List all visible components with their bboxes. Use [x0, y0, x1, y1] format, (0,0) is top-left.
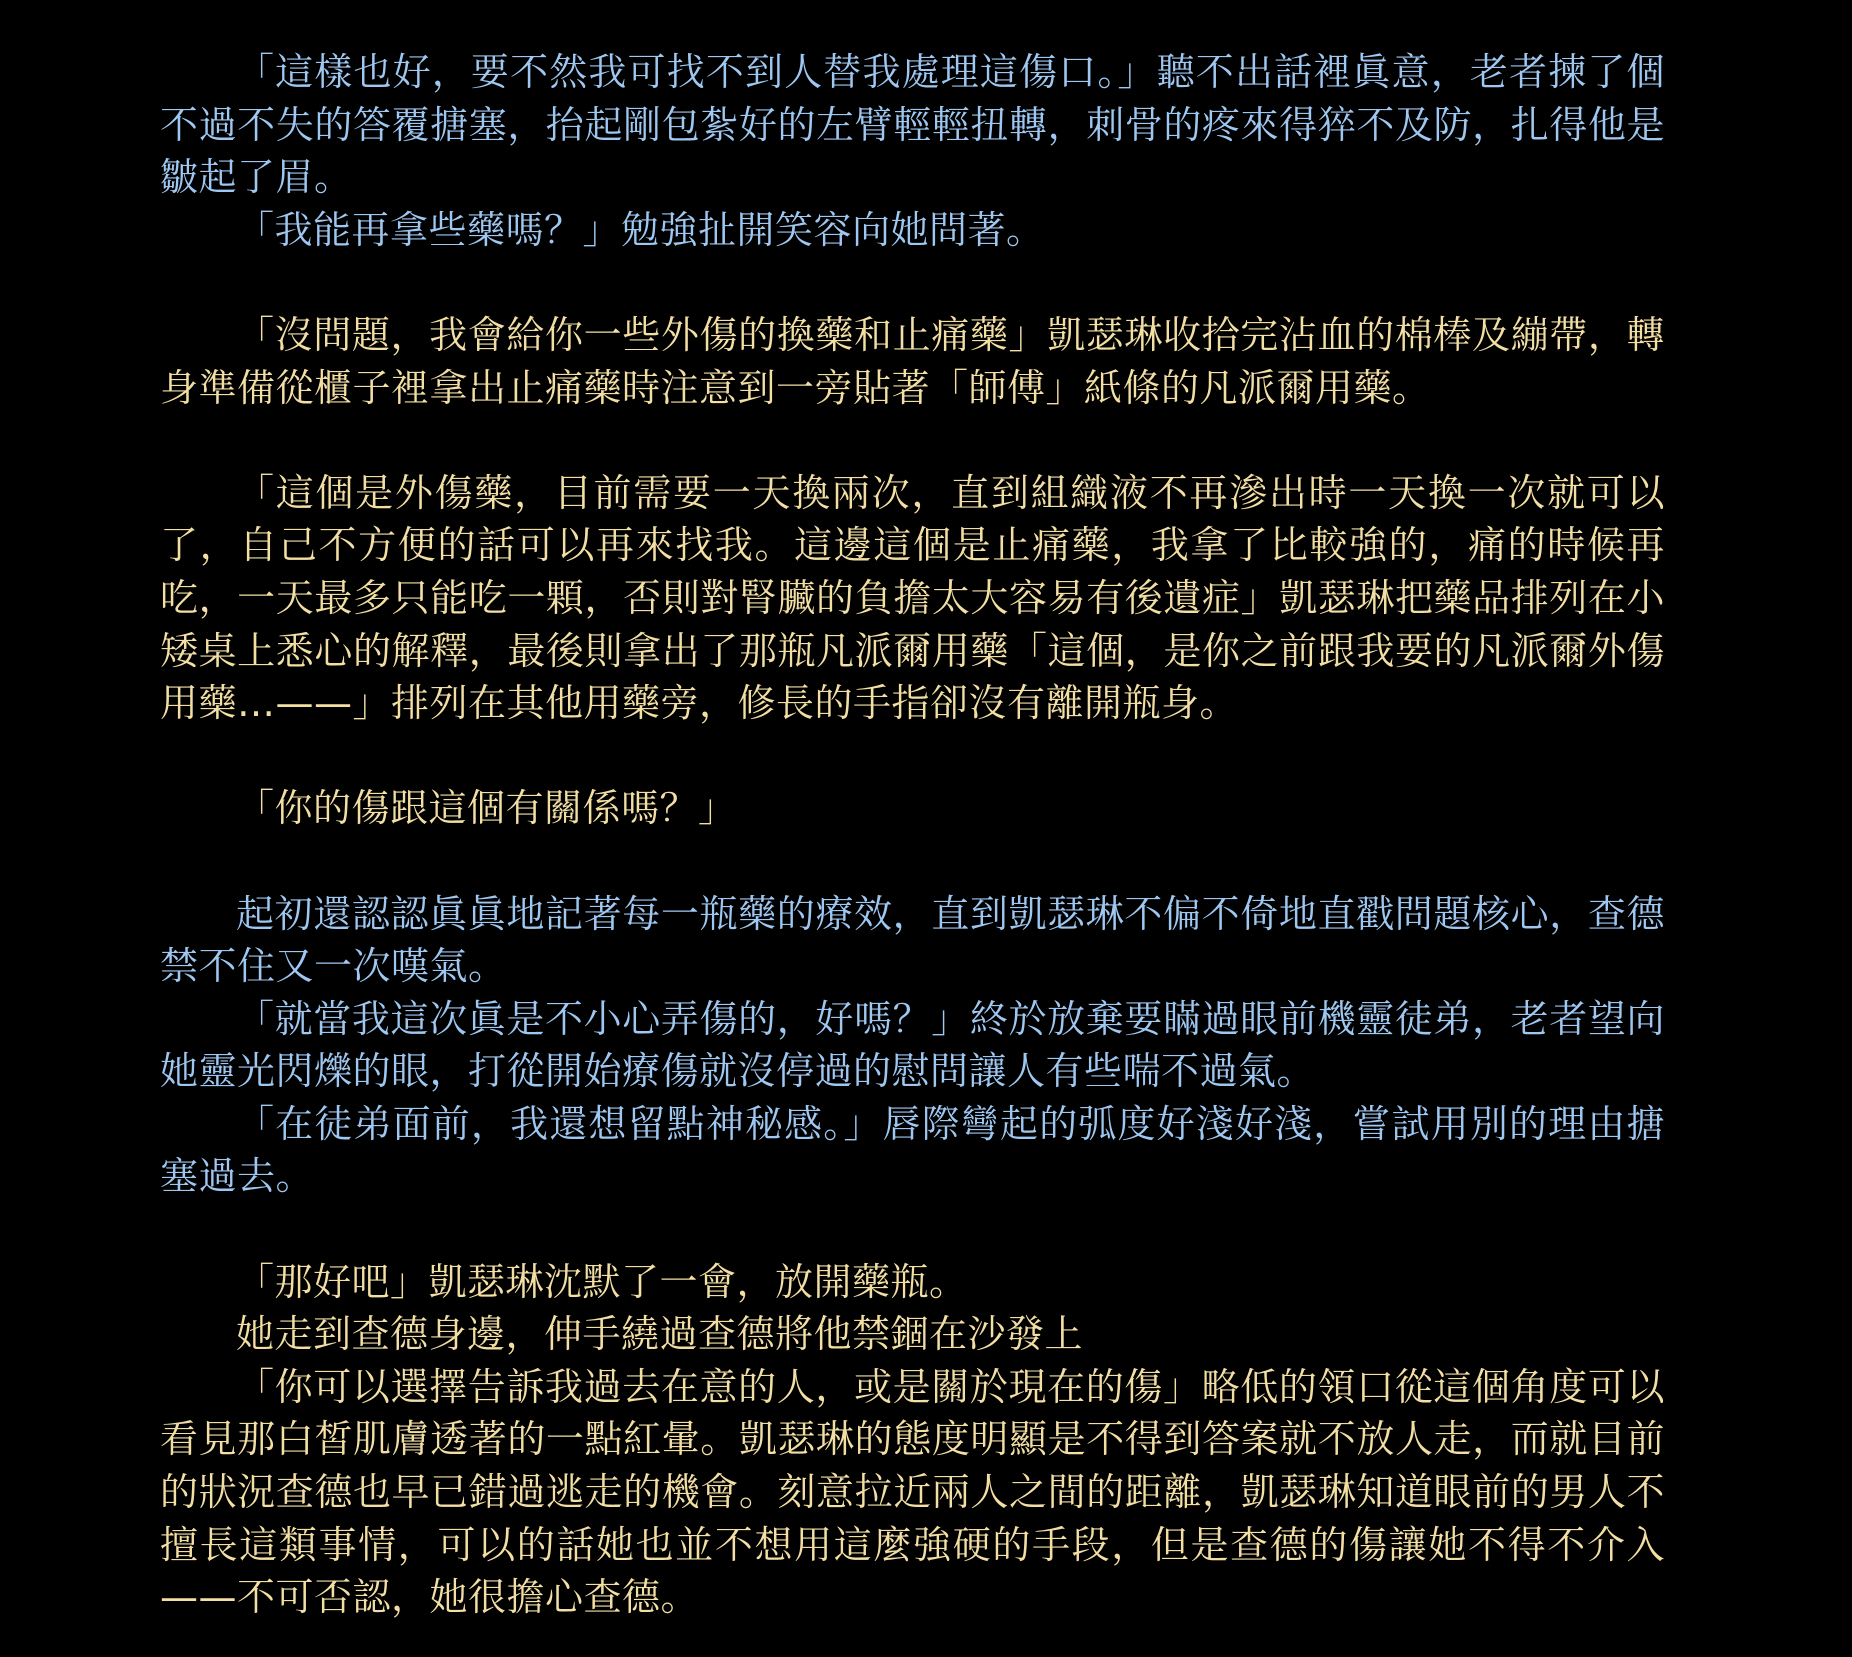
paragraph-10: 她走到查德身邊，伸手繞過查德將他禁錮在沙發上	[236, 1312, 1084, 1357]
paragraph-9: 「那好吧」凱瑟琳沈默了一會，放開藥瓶。	[236, 1259, 968, 1304]
paragraph-6: 起初還認認眞眞地記著每一瓶藥的療效，直到凱瑟琳不偏不倚地直戳問題核心，查德禁不住又一次嘆氣。	[160, 891, 1665, 989]
paragraph-7: 「就當我這次眞是不小心弄傷的，好嗎？」終於放棄要瞞過眼前機靈徒弟，老者望向她靈光閃爍的眼，打從開始療傷就沒停過的慰問讓人有些喘不過氣。	[160, 996, 1665, 1094]
blank-line	[160, 1203, 1665, 1256]
paragraph-1: 「這樣也好，要不然我可找不到人替我處理這傷口。」聽不出話裡眞意，老者揀了個不過不失的答覆搪塞，抬起剛包紮好的左臂輕輕扭轉，刺骨的疼來得猝不及防，扎得他是皺起了眉。	[160, 50, 1665, 200]
paragraph-3: 「沒問題，我會給你一些外傷的換藥和止痛藥」凱瑟琳收拾完沾血的棉棒及繃帶，轉身準備從櫃子裡拿出止痛藥時注意到一旁貼著「師傅」紙條的凡派爾用藥。	[160, 312, 1665, 410]
blank-line	[160, 256, 1665, 309]
blank-line	[160, 414, 1665, 467]
paragraph-2: 「我能再拿些藥嗎？」勉強扯開笑容向她問著。	[236, 207, 1045, 252]
paragraph-8: 「在徒弟面前，我還想留點神秘感。」唇際彎起的弧度好淺好淺，嘗試用別的理由搪塞過去。	[160, 1101, 1665, 1199]
paragraph-4: 「這個是外傷藥，目前需要一天換兩次，直到組織液不再滲出時一天換一次就可以了，自己不方便的話可以再來找我。這邊這個是止痛藥，我拿了比較強的，痛的時候再吃，一天最多只能吃一顆，否則對腎臟的負擔太大容易有後遺症」凱瑟琳把藥品排列在小矮桌上悉心的解釋，最後則拿出了那瓶凡派爾用藥「這個，是你之前跟我要的凡派爾外傷用藥…——」排列在其他用藥旁，修長的手指卻沒有離開瓶身。	[160, 470, 1665, 726]
story-text	[160, 46, 1665, 1624]
paragraph-11: 「你可以選擇告訴我過去在意的人，或是關於現在的傷」略低的領口從這個角度可以看見那白皙肌膚透著的一點紅暈。凱瑟琳的態度明顯是不得到答案就不放人走，而就目前的狀況查德也早已錯過逃走的機會。刻意拉近兩人之間的距離，凱瑟琳知道眼前的男人不擅長這類事情，可以的話她也並不想用這麼強硬的手段，但是查德的傷讓她不得不介入——不可否認，她很擔心查德。	[160, 1364, 1665, 1620]
blank-line	[160, 730, 1665, 783]
blank-line	[160, 835, 1665, 888]
paragraph-5: 「你的傷跟這個有關係嗎？」	[236, 786, 737, 831]
